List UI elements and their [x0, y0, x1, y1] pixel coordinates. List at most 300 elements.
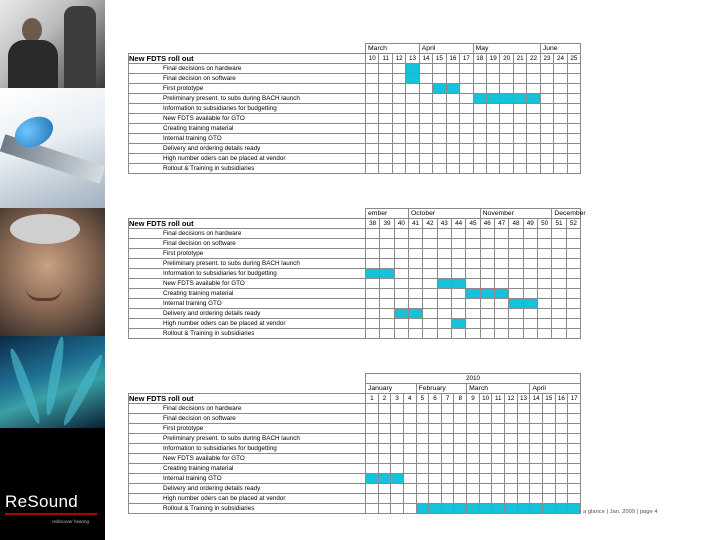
- gantt-bar-cell: [378, 474, 391, 484]
- task-row: [129, 414, 581, 424]
- gantt-cell: [566, 289, 580, 299]
- week-number: 50: [537, 219, 551, 229]
- week-number: 3: [391, 394, 404, 404]
- gantt-cell: [566, 329, 580, 339]
- gantt-cell: [466, 319, 480, 329]
- gantt-bar-cell: [542, 504, 555, 514]
- gantt-cell: [366, 84, 379, 94]
- gantt-cell: [552, 249, 566, 259]
- gantt-cell: [406, 124, 419, 134]
- gantt-cell: [566, 239, 580, 249]
- gantt-cell: [527, 104, 541, 114]
- gantt-bar-cell: [429, 504, 442, 514]
- gantt-cell: [366, 424, 379, 434]
- logo-underline: [5, 513, 97, 515]
- gantt-cell: [537, 309, 551, 319]
- gantt-cell: [555, 474, 568, 484]
- gantt-cell: [467, 484, 480, 494]
- gantt-title: New FDTS roll out: [129, 219, 366, 229]
- gantt-cell: [479, 464, 492, 474]
- gantt-bar-cell: [513, 94, 526, 104]
- gantt-cell: [527, 84, 541, 94]
- gantt-cell: [492, 494, 505, 504]
- header-spacer: [129, 384, 366, 394]
- gantt-cell: [392, 64, 405, 74]
- gantt-cell: [513, 154, 526, 164]
- gantt-cell: [492, 424, 505, 434]
- gantt-cell: [378, 504, 391, 514]
- gantt-cell: [379, 124, 392, 134]
- gantt-cell: [392, 134, 405, 144]
- gantt-cell: [380, 259, 394, 269]
- month-label: November: [480, 209, 552, 219]
- gantt-cell: [566, 229, 580, 239]
- gantt-cell: [408, 299, 422, 309]
- week-number: 7: [441, 394, 454, 404]
- gantt-cell: [537, 229, 551, 239]
- task-row: [129, 144, 581, 154]
- gantt-cell: [423, 299, 437, 309]
- gantt-cell: [366, 94, 379, 104]
- gantt-cell: [454, 454, 467, 464]
- gantt-bar-cell: [451, 279, 465, 289]
- gantt-cell: [480, 269, 494, 279]
- gantt-cell: [366, 454, 379, 464]
- gantt-cell: [394, 259, 408, 269]
- gantt-cell: [454, 484, 467, 494]
- week-number: 2: [378, 394, 391, 404]
- gantt-cell: [513, 124, 526, 134]
- month-label: January: [366, 384, 417, 394]
- gantt-cell: [466, 329, 480, 339]
- sidebar: [0, 0, 105, 540]
- gantt-cell: [408, 239, 422, 249]
- gantt-cell: [366, 504, 379, 514]
- gantt-bar-cell: [467, 504, 480, 514]
- month-label: October: [408, 209, 480, 219]
- gantt-cell: [523, 239, 537, 249]
- gantt-cell: [423, 309, 437, 319]
- gantt-cell: [378, 404, 391, 414]
- gantt-cell: [454, 464, 467, 474]
- gantt-cell: [451, 269, 465, 279]
- gantt-bar-cell: [446, 84, 459, 94]
- task-row: [129, 124, 581, 134]
- gantt-cell: [437, 249, 451, 259]
- gantt-cell: [540, 74, 553, 84]
- gantt-cell: [403, 454, 416, 464]
- gantt-cell: [366, 229, 380, 239]
- gantt-cell: [433, 164, 446, 174]
- gantt-cell: [454, 444, 467, 454]
- gantt-cell: [441, 494, 454, 504]
- gantt-cell: [433, 154, 446, 164]
- gantt-cell: [568, 484, 581, 494]
- gantt-cell: [492, 444, 505, 454]
- task-label: Internal training GTO: [129, 299, 366, 309]
- gantt-cell: [454, 434, 467, 444]
- week-number: 15: [542, 394, 555, 404]
- gantt-cell: [391, 404, 404, 414]
- gantt-cell: [380, 289, 394, 299]
- gantt-cell: [379, 94, 392, 104]
- gantt-cell: [378, 484, 391, 494]
- gantt-cell: [517, 474, 530, 484]
- week-number: 13: [406, 54, 419, 64]
- gantt-cell: [394, 289, 408, 299]
- task-label: Internal training GTO: [129, 474, 366, 484]
- gantt-cell: [566, 249, 580, 259]
- gantt-cell: [380, 249, 394, 259]
- gantt-cell: [505, 454, 518, 464]
- gantt-cell: [505, 434, 518, 444]
- gantt-cell: [379, 84, 392, 94]
- gantt-cell: [446, 144, 459, 154]
- gantt-bar-cell: [494, 289, 508, 299]
- gantt-cell: [380, 229, 394, 239]
- gantt-cell: [500, 104, 513, 114]
- gantt-cell: [552, 239, 566, 249]
- week-number: 42: [423, 219, 437, 229]
- task-label: Final decisions on hardware: [129, 229, 366, 239]
- gantt-cell: [523, 229, 537, 239]
- gantt-cell: [530, 454, 543, 464]
- gantt-cell: [451, 259, 465, 269]
- gantt-cell: [542, 474, 555, 484]
- gantt-cell: [451, 229, 465, 239]
- gantt-cell: [494, 309, 508, 319]
- gantt-cell: [423, 279, 437, 289]
- gantt-cell: [494, 229, 508, 239]
- gantt-cell: [437, 289, 451, 299]
- gantt-cell: [500, 64, 513, 74]
- gantt-cell: [567, 144, 580, 154]
- task-label: High number oders can be placed at vendor: [129, 154, 366, 164]
- gantt-cell: [527, 154, 541, 164]
- task-row: [129, 229, 581, 239]
- gantt-cell: [394, 299, 408, 309]
- gantt-cell: [542, 494, 555, 504]
- week-number: 24: [554, 54, 567, 64]
- gantt-cell: [437, 329, 451, 339]
- gantt-cell: [554, 84, 567, 94]
- gantt-cell: [568, 474, 581, 484]
- task-label: Rollout & Training in subsidiaries: [129, 329, 366, 339]
- week-number: 25: [567, 54, 580, 64]
- gantt-cell: [555, 414, 568, 424]
- gantt-grid: [128, 208, 586, 339]
- gantt-cell: [554, 64, 567, 74]
- gantt-cell: [517, 414, 530, 424]
- gantt-cell: [552, 319, 566, 329]
- task-label: Rollout & Training in subsidiaries: [129, 504, 366, 514]
- gantt-cell: [513, 84, 526, 94]
- gantt-cell: [540, 124, 553, 134]
- task-label: Final decisions on hardware: [129, 404, 366, 414]
- week-number: 6: [429, 394, 442, 404]
- gantt-cell: [568, 464, 581, 474]
- gantt-cell: [451, 309, 465, 319]
- gantt-cell: [441, 474, 454, 484]
- gantt-bar-cell: [527, 94, 541, 104]
- gantt-cell: [517, 434, 530, 444]
- gantt-cell: [446, 74, 459, 84]
- task-row: [129, 104, 581, 114]
- week-number: 20: [500, 54, 513, 64]
- week-number: 4: [403, 394, 416, 404]
- gantt-bar-cell: [394, 309, 408, 319]
- gantt-cell: [500, 74, 513, 84]
- gantt-cell: [494, 249, 508, 259]
- gantt-bar-cell: [492, 504, 505, 514]
- gantt-cell: [527, 64, 541, 74]
- gantt-cell: [433, 134, 446, 144]
- gantt-cell: [505, 494, 518, 504]
- gantt-cell: [423, 289, 437, 299]
- gantt-cell: [394, 319, 408, 329]
- gantt-cell: [366, 494, 379, 504]
- gantt-cell: [500, 134, 513, 144]
- gantt-cell: [460, 134, 473, 144]
- gantt-bar-cell: [517, 504, 530, 514]
- gantt-cell: [487, 84, 500, 94]
- gantt-cell: [537, 319, 551, 329]
- gantt-cell: [523, 249, 537, 259]
- gantt-cell: [366, 144, 379, 154]
- task-row: [129, 299, 581, 309]
- gantt-cell: [494, 279, 508, 289]
- gantt-cell: [408, 329, 422, 339]
- gantt-cell: [487, 114, 500, 124]
- week-number: 44: [451, 219, 465, 229]
- gantt-grid: [128, 373, 581, 514]
- task-row: [129, 259, 581, 269]
- task-row: [129, 494, 581, 504]
- month-label: March: [366, 44, 420, 54]
- gantt-cell: [379, 164, 392, 174]
- gantt-cell: [392, 124, 405, 134]
- gantt-cell: [366, 444, 379, 454]
- gantt-bar-cell: [451, 319, 465, 329]
- gantt-cell: [487, 144, 500, 154]
- gantt-cell: [480, 229, 494, 239]
- task-label: Delivery and ordering details ready: [129, 144, 366, 154]
- gantt-cell: [392, 164, 405, 174]
- gantt-cell: [419, 124, 432, 134]
- gantt-cell: [406, 94, 419, 104]
- gantt-cell: [552, 329, 566, 339]
- gantt-cell: [473, 144, 486, 154]
- gantt-cell: [492, 464, 505, 474]
- gantt-cell: [537, 329, 551, 339]
- gantt-cell: [509, 289, 523, 299]
- gantt-cell: [505, 484, 518, 494]
- gantt-cell: [473, 124, 486, 134]
- gantt-cell: [517, 484, 530, 494]
- gantt-cell: [419, 164, 432, 174]
- week-number: 11: [492, 394, 505, 404]
- task-label: Preliminary present. to subs during BACH launch: [129, 94, 366, 104]
- gantt-cell: [479, 404, 492, 414]
- gantt-cell: [437, 229, 451, 239]
- gantt-cell: [406, 104, 419, 114]
- gantt-cell: [419, 154, 432, 164]
- gantt-cell: [523, 309, 537, 319]
- gantt-cell: [419, 104, 432, 114]
- gantt-cell: [419, 144, 432, 154]
- gantt-cell: [513, 144, 526, 154]
- gantt-cell: [492, 484, 505, 494]
- gantt-cell: [542, 454, 555, 464]
- gantt-cell: [403, 434, 416, 444]
- gantt-cell: [505, 414, 518, 424]
- gantt-cell: [542, 444, 555, 454]
- month-label: April: [419, 44, 473, 54]
- gantt-bar-cell: [509, 299, 523, 309]
- gantt-bar-cell: [523, 299, 537, 309]
- gantt-cell: [408, 249, 422, 259]
- week-number: 48: [509, 219, 523, 229]
- gantt-bar-cell: [530, 504, 543, 514]
- gantt-cell: [505, 464, 518, 474]
- gantt-cell: [391, 414, 404, 424]
- gantt-bar-cell: [480, 289, 494, 299]
- gantt-cell: [378, 494, 391, 504]
- gantt-cell: [429, 404, 442, 414]
- task-row: [129, 474, 581, 484]
- gantt-cell: [473, 134, 486, 144]
- gantt-cell: [509, 249, 523, 259]
- gantt-cell: [416, 494, 429, 504]
- task-row: [129, 289, 581, 299]
- gantt-cell: [537, 269, 551, 279]
- task-label: Final decision on software: [129, 74, 366, 84]
- gantt-cell: [568, 404, 581, 414]
- gantt-cell: [567, 124, 580, 134]
- gantt-cell: [419, 94, 432, 104]
- gantt-cell: [441, 414, 454, 424]
- gantt-cell: [530, 424, 543, 434]
- task-label: Creating training material: [129, 289, 366, 299]
- gantt-cell: [403, 504, 416, 514]
- month-label: March: [467, 384, 530, 394]
- gantt-cell: [567, 114, 580, 124]
- gantt-cell: [423, 229, 437, 239]
- gantt-cell: [554, 104, 567, 114]
- brand-tagline: rediscover hearing: [52, 519, 90, 524]
- gantt-cell: [366, 249, 380, 259]
- gantt-cell: [466, 309, 480, 319]
- gantt-cell: [479, 414, 492, 424]
- gantt-cell: [537, 249, 551, 259]
- gantt-cell: [460, 124, 473, 134]
- year-spacer: [129, 374, 366, 384]
- gantt-cell: [419, 114, 432, 124]
- gantt-cell: [523, 269, 537, 279]
- task-label: First prototype: [129, 424, 366, 434]
- gantt-cell: [446, 154, 459, 164]
- month-label: April: [530, 384, 581, 394]
- week-number: 10: [366, 54, 379, 64]
- gantt-cell: [540, 84, 553, 94]
- gantt-cell: [429, 484, 442, 494]
- gantt-grid: [128, 43, 581, 174]
- gantt-cell: [523, 259, 537, 269]
- gantt-cell: [467, 494, 480, 504]
- gantt-cell: [523, 329, 537, 339]
- task-label: Information to subsidiaries for budgetting: [129, 104, 366, 114]
- week-number: 22: [527, 54, 541, 64]
- gantt-cell: [530, 434, 543, 444]
- gantt-cell: [366, 114, 379, 124]
- gantt-cell: [555, 454, 568, 464]
- month-label: May: [473, 44, 540, 54]
- week-number: 38: [366, 219, 380, 229]
- gantt-cell: [416, 464, 429, 474]
- gantt-cell: [537, 239, 551, 249]
- gantt-cell: [460, 154, 473, 164]
- gantt-cell: [403, 414, 416, 424]
- gantt-cell: [555, 484, 568, 494]
- task-row: [129, 154, 581, 164]
- gantt-bar-cell: [416, 504, 429, 514]
- gantt-cell: [480, 299, 494, 309]
- gantt-cell: [460, 64, 473, 74]
- gantt-cell: [509, 229, 523, 239]
- gantt-cell: [446, 124, 459, 134]
- gantt-cell: [500, 84, 513, 94]
- gantt-cell: [366, 259, 380, 269]
- gantt-cell: [394, 329, 408, 339]
- task-row: [129, 239, 581, 249]
- gantt-cell: [487, 164, 500, 174]
- gantt-cell: [554, 94, 567, 104]
- gantt-bar-cell: [466, 289, 480, 299]
- gantt-cell: [494, 319, 508, 329]
- gantt-cell: [441, 424, 454, 434]
- gantt-cell: [530, 464, 543, 474]
- task-label: New FDTS available for GTO: [129, 279, 366, 289]
- gantt-cell: [479, 474, 492, 484]
- week-number: 21: [513, 54, 526, 64]
- gantt-cell: [523, 289, 537, 299]
- gantt-bar-cell: [500, 94, 513, 104]
- week-number: 19: [487, 54, 500, 64]
- gantt-table-1: [128, 43, 580, 174]
- gantt-cell: [487, 154, 500, 164]
- gantt-cell: [437, 269, 451, 279]
- gantt-cell: [509, 239, 523, 249]
- gantt-cell: [540, 164, 553, 174]
- gantt-cell: [509, 259, 523, 269]
- week-number: 14: [530, 394, 543, 404]
- week-number: 16: [446, 54, 459, 64]
- week-number: 45: [466, 219, 480, 229]
- gantt-cell: [479, 454, 492, 464]
- week-number: 15: [433, 54, 446, 64]
- gantt-cell: [505, 474, 518, 484]
- gantt-cell: [437, 299, 451, 309]
- gantt-cell: [446, 114, 459, 124]
- gantt-cell: [479, 434, 492, 444]
- gantt-cell: [473, 114, 486, 124]
- gantt-cell: [423, 239, 437, 249]
- gantt-cell: [527, 124, 541, 134]
- gantt-cell: [480, 309, 494, 319]
- week-number: 41: [408, 219, 422, 229]
- gantt-cell: [567, 64, 580, 74]
- gantt-cell: [392, 104, 405, 114]
